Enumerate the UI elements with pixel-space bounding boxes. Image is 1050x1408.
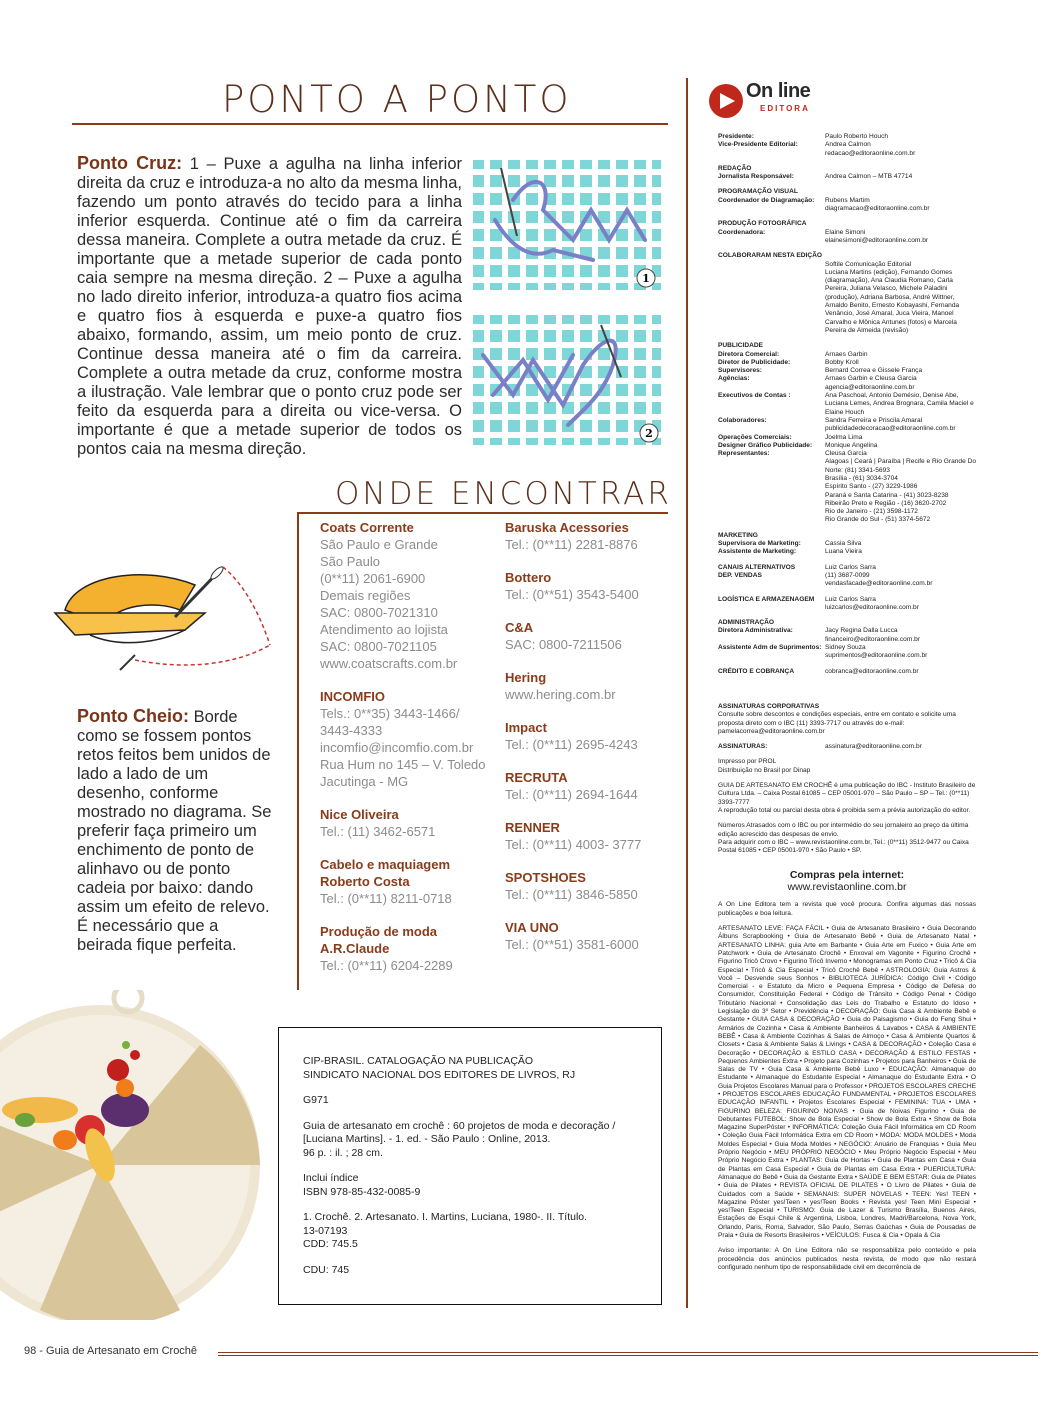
masthead-row	[718, 564, 976, 589]
store-entry	[505, 619, 665, 653]
masthead-value: Luiz Carlos Sarra (11) 3687-0099 vendasfacade@editoraonline.com.br	[825, 563, 933, 588]
compras-title: Compras pela internet:	[789, 869, 905, 882]
masthead-row	[718, 197, 976, 214]
masthead-row	[718, 417, 976, 434]
masthead-value: Cassia Silva	[825, 540, 862, 548]
assinaturas-corp-text: Consulte sobre descontos e condições especiais, entre em contato e solicite uma proposta direto com o IBC (11) 3393-7717 ou através do e-mail: pamelacorrea@editoraonline.com.br	[718, 711, 956, 735]
store-info-line: São Paulo	[320, 554, 380, 569]
masthead-row	[718, 141, 976, 158]
page-footer: 98 - Guia de Artesanato em Crochê	[24, 1345, 198, 1357]
masthead-section: PROGRAMAÇÃO VISUAL	[718, 188, 798, 196]
masthead-row	[718, 351, 976, 359]
store-name: Hering	[505, 670, 547, 685]
masthead-row	[718, 434, 976, 442]
store-entry	[505, 719, 665, 753]
masthead-value: Luiz Carlos Sarra luizcarlos@editoraonline.com.br	[825, 595, 919, 611]
masthead	[718, 133, 976, 676]
title-rule	[72, 123, 668, 125]
compras-url[interactable]: www.revistaonline.com.br	[787, 881, 907, 894]
cross-stitch-diagram-1	[473, 160, 661, 290]
masthead-row	[718, 375, 976, 392]
guia-text: GUIA DE ARTESANATO EM CROCHÊ é uma publicação do IBC - Instituto Brasileiro de Cultura Ltda. – Caixa Postal 61085 – CEP 05001-970 – São Paulo – SP – Tel.: (0**11) 3393-7777 A reprodução total ou parcial desta obra é proibida sem a prévia autorização do editor.	[718, 782, 976, 814]
masthead-key: Colaboradores:	[718, 416, 767, 424]
logo-icon	[708, 83, 744, 119]
store-name: Nice Oliveira	[320, 807, 399, 822]
masthead-row	[718, 596, 976, 613]
store-entry	[320, 806, 492, 840]
masthead-value: Softile Comunicação Editorial Luciana Martins (edição), Fernando Gomes (diagramação), Ana Claudia Romano, Carla Pereira, Juliana Velasco, Michele Paladini (produção), Adriana Barbosa, André Wittner, Arnaldo Benito, Ernesto Kobayashi, Fernanda Venâncio, José Amaral, Juca Vieira, Manoel Carvalho e Mônica Antunes (fotos) e Marcela Pereira de Almeida (revisão)	[825, 260, 960, 334]
masthead-row	[718, 229, 976, 246]
store-info-line: Tel.: (0**51) 3581-6000	[505, 937, 639, 952]
store-name: RECRUTA	[505, 770, 568, 785]
section-title-ponto-a-ponto: PONTO A PONTO	[222, 78, 572, 121]
cip-box	[278, 1027, 662, 1305]
masthead-key: Supervisora de Marketing:	[718, 540, 801, 548]
masthead-section: MARKETING	[718, 531, 758, 539]
store-entry	[320, 856, 492, 907]
ponto-cheio-lead: Ponto Cheio:	[77, 706, 189, 726]
masthead-key: Jornalista Responsável:	[718, 173, 794, 181]
stores-left-column	[320, 519, 492, 990]
masthead-row	[718, 133, 976, 141]
masthead-key: Designer Gráfico Publicidade:	[718, 441, 813, 449]
footer-rule-2	[218, 1355, 1038, 1356]
column-divider	[686, 78, 688, 1308]
cip-subjects: 1. Crochê. 2. Artesanato. I. Martins, Luciana, 1980-. II. Título. 13-07193 CDD: 745.5	[303, 1211, 588, 1250]
cross-stitch-diagram-2	[473, 315, 661, 445]
store-entry	[320, 519, 492, 672]
masthead-key: Assistente de Marketing:	[718, 548, 797, 556]
masthead-key: Diretora Comercial:	[718, 350, 780, 358]
store-info-line: Tel.: (0**11) 6204-2289	[320, 958, 453, 973]
fig1-label: 1	[642, 272, 650, 285]
store-name: Produção de moda A.R.Claude	[320, 924, 438, 956]
logo-sub: EDITORA	[760, 104, 810, 113]
impresso-text: Impresso por PROL Distribuição no Brasil por Dinap	[718, 758, 811, 774]
masthead-value: Cleusa Garcia Alagoas | Ceará | Paraíba | Recife e Rio Grande Do Norte: (81) 3341-5693 Brasília - (61) 3034-3704 Espírito Santo - (27) 3229-1986 Paraná e Santa Catarina - (41) 3023-8238 Ribeirão Preto e Região - (16) 3620-2702 Rio de Janeiro - (21) 3598-1172 Rio Grande do Sul - (51) 3374-5672	[825, 450, 977, 524]
masthead-value: Ana Paschoal, Antonio Demésio, Denise Abe, Luciana Lemes, Andrea Brognara, Camila Maciel e Elaine Houch	[825, 392, 974, 416]
cip-isbn: Inclui índice ISBN 978-85-432-0085-9	[303, 1172, 421, 1198]
masthead-key: Diretora Administrativa:	[718, 627, 793, 635]
masthead-key: Agências:	[718, 375, 750, 383]
store-info-line: Demais regiões	[320, 588, 411, 603]
store-info-line: (0**11) 2061-6900	[320, 571, 426, 586]
masthead-key: CANAIS ALTERNATIVOS DEP. VENDAS	[718, 563, 796, 579]
store-name: Bottero	[505, 570, 552, 585]
ponto-cruz-text: 1 – Puxe a agulha na linha inferior direita da cruz e introduza-a no alto da mesma linha, fazendo um ponto através do tecido para a linha inferior esquerda. Continue até o fim da carreira dessa maneira. Complete a outra metade da cruz. É importante que a metade superior de cada ponto caia sempre na mesma direção. 2 – Puxe a agulha no lado direito inferior, introduza-a quatro fios acima e quatro fios à esquerda e puxe-a quatro fios abaixo, formando, assim, um meio ponto de cruz. Continue dessa maneira até o fim da carreira. Complete a outra metade da cruz, conforme mostra a ilustração. Vale lembrar que o ponto cruz pode ser feito da esquerda para a direita ou vice-versa. O importante é que a metade superior de todos os pontos caia na mesma direção.	[77, 155, 462, 458]
masthead-key: Diretor de Publicidade:	[718, 358, 791, 366]
store-info-line: incomfio@incomfio.com.br	[320, 740, 474, 755]
store-info-line: SAC: 0800-7211506	[505, 637, 622, 652]
masthead-value: Arnaes Garbin	[825, 350, 868, 358]
masthead-row	[718, 627, 976, 644]
store-info-line: 3443-4333	[320, 723, 383, 738]
masthead-value: Bernard Correa e Gissele França	[825, 367, 923, 375]
masthead-row	[718, 261, 976, 336]
numeros-text: Números Atrasados com o IBC ou por intermédio do seu jornaleiro ao preço da última edição acrescido das despesas de envio. Para adquirir com o IBC – www.revistaonline.com.br, Tel.: (0**11) 3512-9477 ou Caixa Postal 61085 • CEP 05001-970 • São Paulo • SP.	[718, 822, 969, 855]
store-entry	[505, 869, 665, 903]
masthead-key: Executivos de Contas :	[718, 392, 791, 400]
store-info-line: Tel.: (0**11) 2281-8876	[505, 537, 638, 552]
masthead-row	[718, 442, 976, 450]
ponto-cheio-paragraph	[77, 707, 272, 955]
masthead-value: Sandra Ferreira e Priscila Amaral publicidadedecoracao@editoraonline.com.br	[825, 416, 956, 433]
masthead-value: Rubens Martim diagramacao@editoraonline.com.br	[825, 196, 930, 213]
masthead-value: Monique Angelina	[825, 441, 878, 449]
ponto-cheio-diagram	[45, 555, 285, 690]
masthead-bottom	[718, 703, 976, 1272]
store-entry	[505, 569, 665, 603]
footer-rule	[218, 1352, 1038, 1353]
catalog-list: ARTESANATO LEVE: FAÇA FÁCIL • Guia de Artesanato Brasileiro • Guia Decorando Álbuns Scrapbooking • Guia de Artesanato Bebê • Guia de Artesanato Natal • ARTESANATO LINHA: guia Arte em Barbante • Guia Arte em Fuxico • Guia Arte em Patchwork • Guia de Artesanato Crochê • Enxoval em Vagonite • Figurino Crochê • Figurino Tricô Crovo • Figurino Tricô Inverno • Monogramas em Ponto Cruz • Tricô & Cia Especial • Tricô & Cia Especial • Tricô Crochê Bebê • ASTROLOGIA: Guia Astros & Você – Desvende seus Sonhos • BIBLIOTECA JURÍDICA: Código Civil • Código Comercial - e Estatuto da Micro e Pequena Empresa • Código de Defesa do Consumidor, Constituição Federal • Código de Trânsito • Código Penal • Código Tributário Nacional • Consolidação das Leis do Trabalho e Estatuto do Idoso • Legislação do 3º Setor • Previdência • DECORAÇÃO: Guia Casa & Ambiente Bebê e Gestante • GUIA CASA & DECORAÇÃO • Guia do Paisagismo • Guia do Feng Shui • Armários de Cozinha • Casa & Ambiente Banheiros & Lavabos • CASA & AMBIENTE BEBÊ • Casa & Ambiente Cozinhas & Salas de Almoço • Casa & Ambiente Quartos & Closets • Casa & Ambiente Salas & Livings • CASA & DECORAÇÃO • Coleção Casa e Decoração • DECORAÇÃO & ESTILO CASA • DECORAÇÃO & ESTILO FESTAS • Pequenos Ambientes Extra • Projeto para Cozinhas • Projetos para Banheiros • Guia de Salas de TV • Guia Casa & Ambiente Bebê Luxo • EDUCAÇÃO: Almanaque do Estudante • Almanaque do Estudante Especial • Almanaque do Estudante Extra • O Guia Projetos Escolares Manual para o Professor • PROJETOS ESCOLARES CRECHE • PROJETOS ESCOLARES EDUCAÇÃO FUNDAMENTAL • PROJETOS ESCOLARES EDUCAÇÃO INFANTIL • Projetos Escolares Especial • FEMININA: TUA • UMA • FIGURINO BELEZA: FIGURINO NOIVAS • Guia de Noivas Figurino • Guia de Debutantes FUTEBOL: Show de Bola Especial • Show de Bola Extra • Show de Bola Magazine SuperPôster • INFORMÁTICA: Coleção Guia Fácil Informática em CD Room • Coleção Guia Fácil Informática Extra em CD Room • MODA: MODA MOLDES • Moda Moldes Especial • Guia Moda Moldes • NEGÓCIO: Anuário de Franquias • Guia Meu Próprio Negócio • MEU PRÓPRIO NEGÓCIO • Meu Próprio Negócio Especial • Meu Próprio Negócio Extra • PLANTAS: Guia de Hortas • Guia de Plantas em Casa • Guia de Plantas em Casa Especial • Guia de Plantas em Casa Extra • PUERICULTURA: Almanaque do Bebê • Guia da Gestante Extra • SAÚDE E BEM ESTAR: Guia de Pilates • Guia de Pilates • REVISTA OFICIAL DE PILATES • O Livro de Pilates • Guia de Cuidados com a Saúde • SEMANAIS: SUPER NOVELAS • TEEN: Yes! TEEN • Magazine Pôster yes!Teen • yes!Teen Books • Revista yes! Teen Mini Especial • yes!Teen Especial • TURISMO: Guia de Lazer & Turismo Brasília, Buenos Aires, Estações de Esqui Chile & Argentina, Lisboa, Londres, Madri/Barcelona, Nova York, Orlando, Paris, Roma, Salvador, São Paulo, Serras Gaúchas • Guia de Pousadas de Praia • Guia de Resorts Brasileiros • VEÍCULOS: Fusca & Cia • Opala & Cia	[718, 925, 976, 1240]
store-info-line: Tel.: (11) 3462-6571	[320, 824, 436, 839]
store-name: VIA UNO	[505, 920, 559, 935]
store-entry	[320, 923, 492, 974]
masthead-key: Coordenadora:	[718, 228, 766, 236]
store-info-line: SAC: 0800-7021105	[320, 639, 437, 654]
masthead-key: Operações Comerciais:	[718, 433, 792, 441]
masthead-row	[718, 548, 976, 556]
store-info-line: Tel.: (0**11) 2695-4243	[505, 737, 638, 752]
store-name: Baruska Acessories	[505, 520, 629, 535]
store-entry	[505, 819, 665, 853]
online-editora-logo	[708, 80, 818, 124]
store-info-line: São Paulo e Grande	[320, 537, 438, 552]
masthead-key	[718, 261, 825, 336]
ponto-cruz-lead: Ponto Cruz:	[77, 153, 183, 173]
masthead-row	[718, 540, 976, 548]
store-info-line: Tel.: (0**51) 3543-5400	[505, 587, 639, 602]
store-info-line: SAC: 0800-7021310	[320, 605, 438, 620]
masthead-value: Paulo Roberto Houch	[825, 133, 889, 140]
masthead-section: REDAÇÃO	[718, 164, 752, 172]
assinaturas-row	[718, 743, 976, 751]
store-info-line: Atendimento ao lojista	[320, 622, 448, 637]
masthead-key: LOGÍSTICA E ARMAZENAGEM	[718, 595, 815, 603]
store-info-line: Tel.: (0**11) 2694-1644	[505, 787, 638, 802]
store-name: RENNER	[505, 820, 560, 835]
aviso-text: Aviso importante: A On Line Editora não se responsabiliza pelo conteúdo e pela procedência dos anúncios publicados nesta revista, de modo que não restará configurado nenhum tipo de responsabilidade civil em decorrência de	[718, 1247, 976, 1271]
store-entry	[505, 919, 665, 953]
store-name: Cabelo e maquiagem Roberto Costa	[320, 857, 451, 889]
masthead-value: Andrea Calmon redacao@editoraonline.com.br	[825, 141, 916, 157]
masthead-key: Assistente Adm de Suprimentos:	[718, 644, 822, 652]
logo-text: On line	[746, 80, 811, 102]
store-name: SPOTSHOES	[505, 870, 586, 885]
ponto-cheio-text: Borde como se fossem pontos retos feitos bem unidos de lado a lado de um desenho, conforme mostrado no diagrama. Se preferir faça primeiro um enchimento de ponto de alinhavo ou de ponto cadeia por baixo: dando assim um efeito de relevo. É necessário que a beirada fique perfeita.	[77, 708, 272, 954]
assinaturas-key: ASSINATURAS:	[718, 743, 768, 751]
fig2-label: 2	[645, 427, 653, 440]
store-name: Coats Corrente	[320, 520, 414, 535]
masthead-key: Vice-Presidente Editorial:	[718, 141, 798, 149]
masthead-value: Andrea Calmon – MTB 47714	[825, 173, 913, 181]
masthead-section: PUBLICIDADE	[718, 342, 764, 350]
masthead-value: Elaine Simoni elainesimoni@editoraonline.com.br	[825, 228, 929, 244]
store-info-line: Rua Hum no 145 – V. Toledo	[320, 757, 486, 772]
masthead-value: Luana Vieira	[825, 548, 862, 556]
section-title-onde-encontrar: ONDE ENCONTRAR	[335, 476, 672, 512]
masthead-row	[718, 644, 976, 661]
store-info-line: Jacutinga - MG	[320, 774, 409, 789]
store-info-line: www.coatscrafts.com.br	[320, 656, 458, 671]
store-name: C&A	[505, 620, 534, 635]
store-entry	[505, 519, 665, 553]
masthead-key: Presidente:	[718, 133, 754, 140]
masthead-value: Joelma Lima	[825, 433, 863, 441]
masthead-row	[718, 450, 976, 525]
store-info-line: Tel.: (0**11) 3846-5850	[505, 887, 638, 902]
masthead-key: Supervisores:	[718, 367, 762, 375]
store-info-line: Tel.: (0**11) 4003- 3777	[505, 837, 642, 852]
onde-left-rule	[297, 512, 299, 990]
cip-head: CIP-BRASIL. CATALOGAÇÃO NA PUBLICAÇÃO SINDICATO NACIONAL DOS EDITORES DE LIVROS, RJ	[303, 1055, 576, 1081]
store-info-line: www.hering.com.br	[505, 687, 616, 702]
masthead-key: Coordenador de Diagramação:	[718, 196, 815, 204]
masthead-value: Bobby Kroll	[825, 358, 859, 366]
store-info-line: Tel.: (0**11) 8211-0718	[320, 891, 452, 906]
masthead-row	[718, 359, 976, 367]
masthead-row	[718, 173, 976, 181]
crochet-potholder-photo	[0, 990, 272, 1320]
masthead-row	[718, 668, 976, 676]
cip-desc: Guia de artesanato em crochê : 60 projetos de moda e decoração / [Luciana Martins]. - 1. ed. - São Paulo : Online, 2013. 96 p. : il. ; 28 cm.	[303, 1119, 616, 1159]
cip-code: G971	[303, 1094, 329, 1106]
masthead-value: Sidney Souza suprimentos@editoraonline.com.br	[825, 644, 928, 660]
masthead-key: CRÉDITO E COBRANÇA	[718, 667, 795, 675]
ponto-cruz-paragraph	[77, 154, 462, 459]
store-name: Impact	[505, 720, 547, 735]
masthead-section: COLABORARAM NESTA EDIÇÃO	[718, 252, 823, 260]
store-entry	[505, 669, 665, 703]
masthead-row	[718, 367, 976, 375]
assinaturas-value: assinatura@editoraonline.com.br	[825, 743, 922, 751]
masthead-section: PRODUÇÃO FOTOGRÁFICA	[718, 220, 807, 228]
masthead-value: Arnaes Garbin e Cleusa Garcia agencia@editoraonline.com.br	[825, 375, 917, 391]
masthead-value: cobranca@editoraonline.com.br	[825, 667, 919, 675]
online-intro: A On Line Editora tem a revista que você procura. Confira algumas das nossas publicações e boa leitura.	[718, 901, 976, 917]
store-entry	[505, 769, 665, 803]
assinaturas-corp-head: ASSINATURAS CORPORATIVAS	[718, 703, 820, 710]
stores-right-column	[505, 519, 665, 969]
store-info-line: Tels.: 0**35) 3443-1466/	[320, 706, 460, 721]
masthead-key: Representantes:	[718, 450, 770, 458]
masthead-section: ADMINISTRAÇÃO	[718, 619, 775, 627]
masthead-row	[718, 392, 976, 417]
cip-cdu: CDU: 745	[303, 1263, 350, 1276]
onde-rule	[297, 512, 668, 514]
store-entry	[320, 688, 492, 790]
store-name: INCOMFIO	[320, 689, 385, 704]
masthead-value: Jacy Regina Dalla Lucca financeiro@editoraonline.com.br	[825, 627, 921, 643]
